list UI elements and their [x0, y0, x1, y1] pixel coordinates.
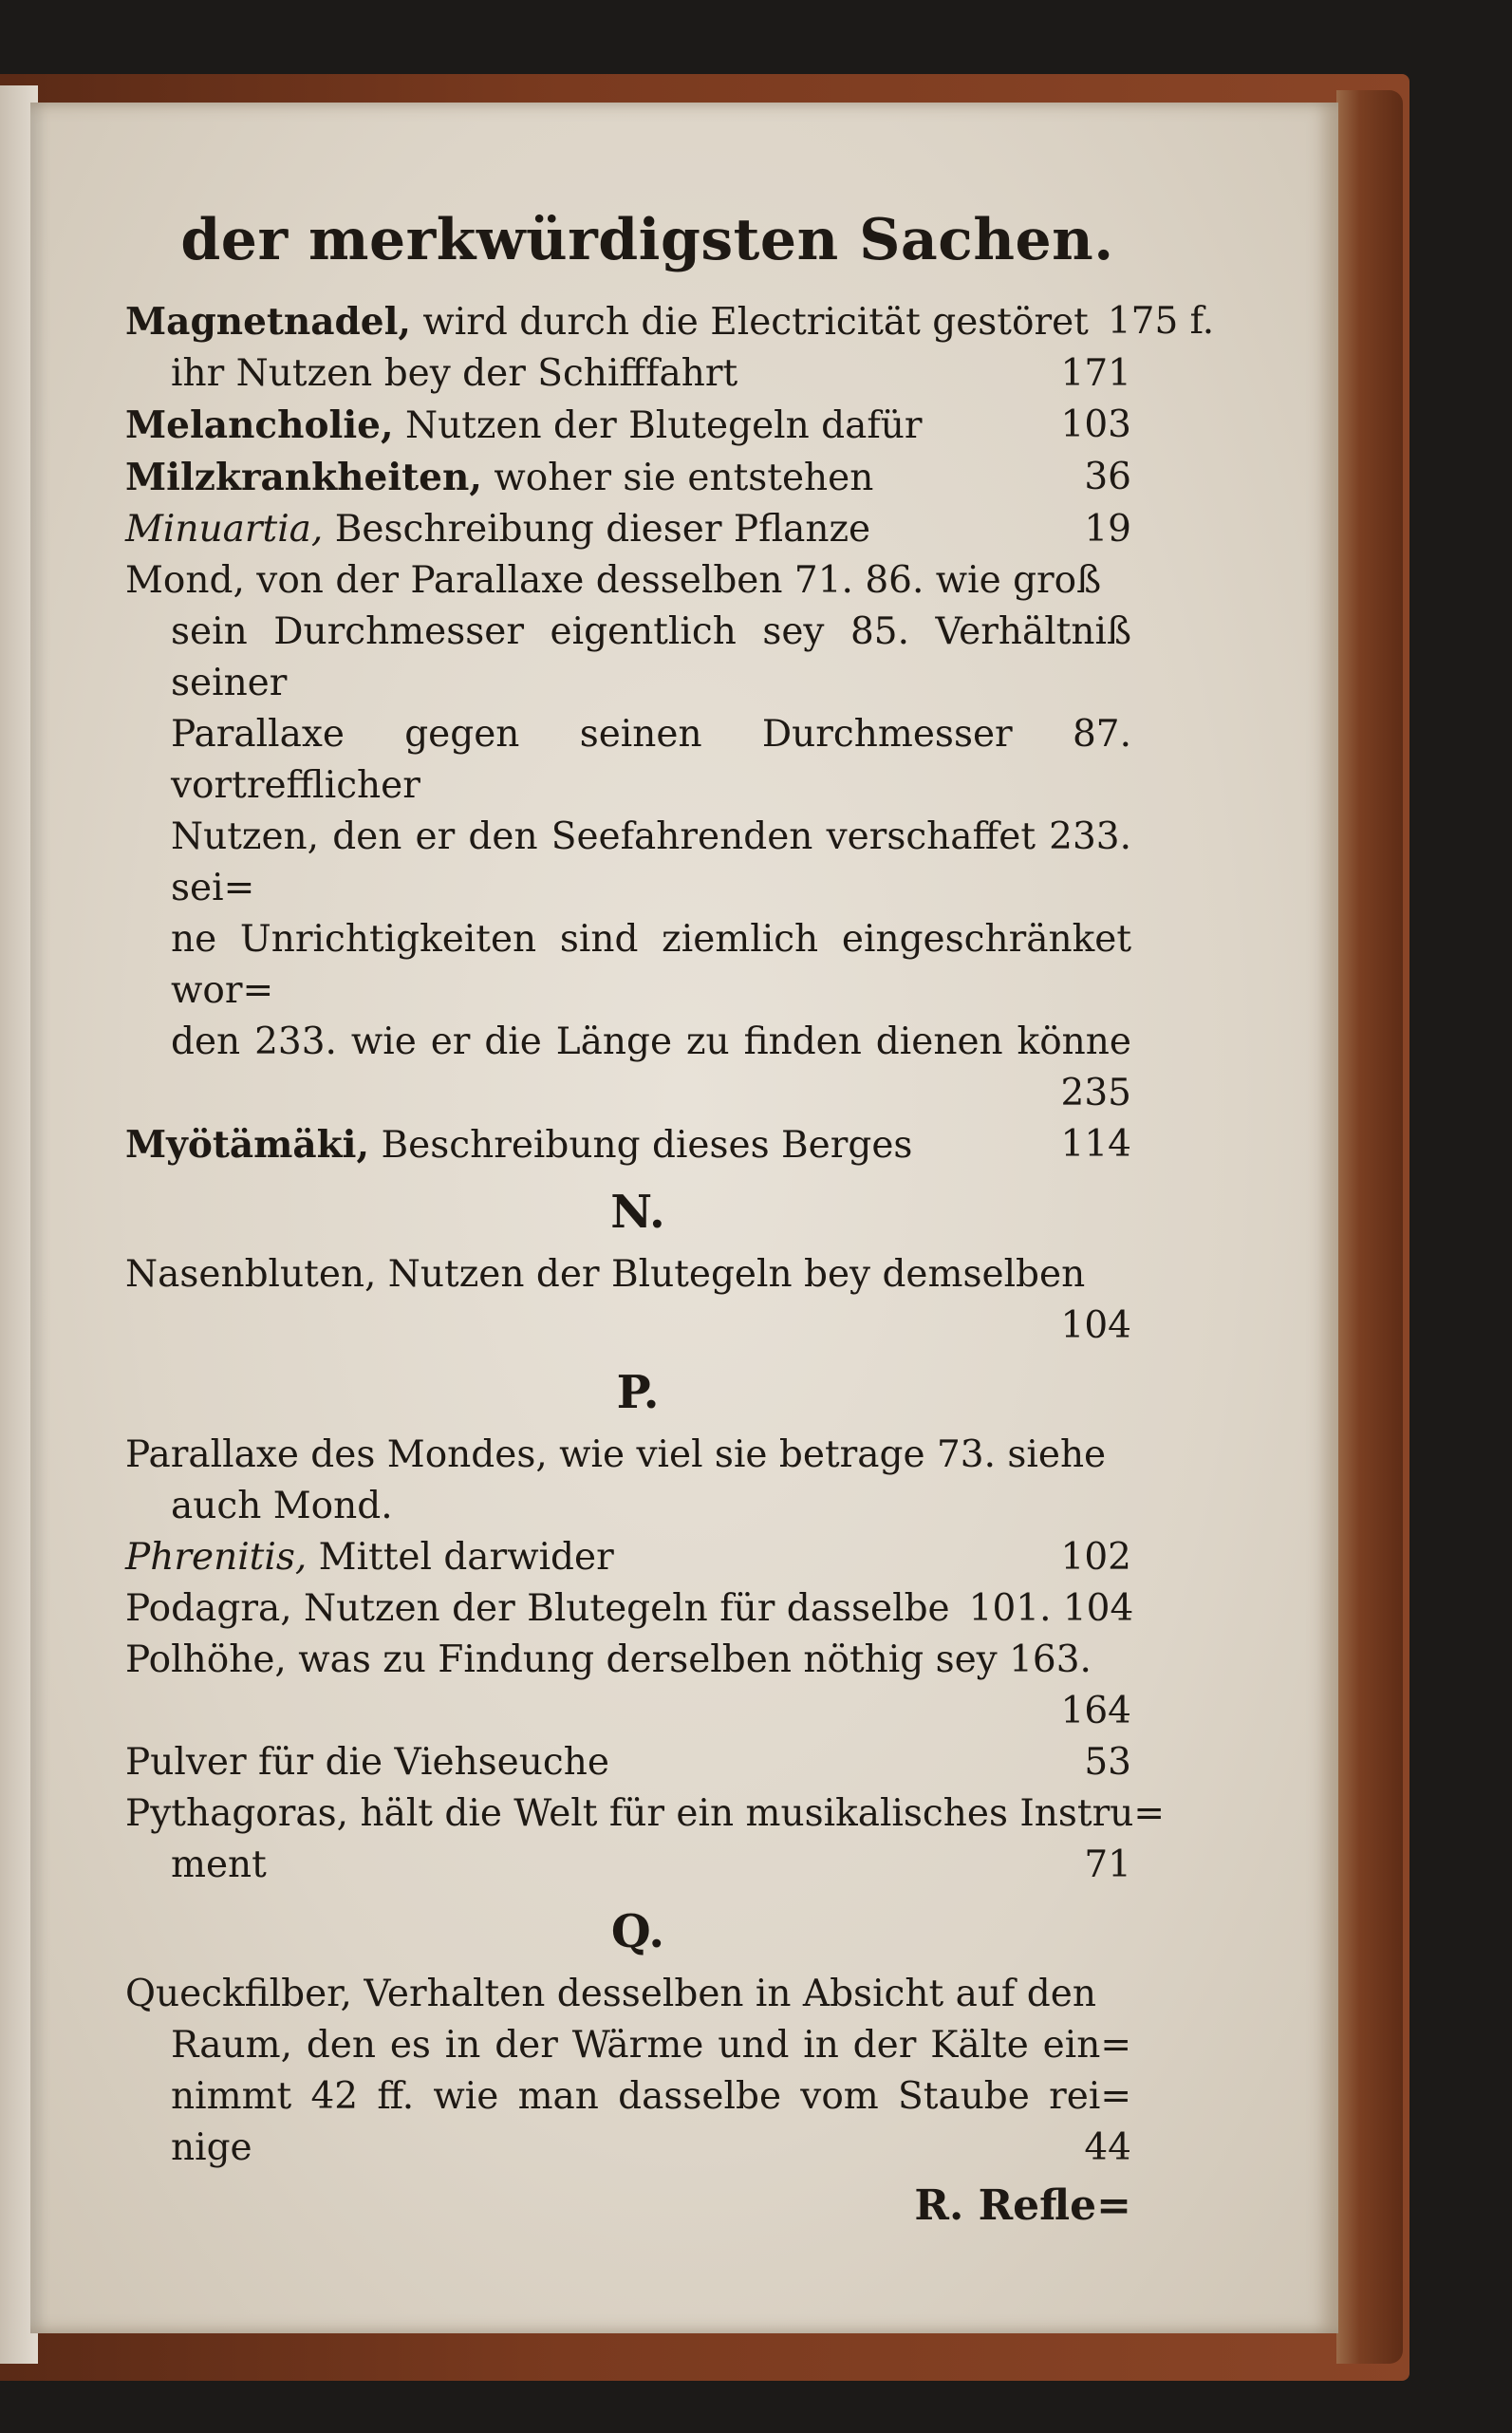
page-number: 101. 104: [968, 1587, 1134, 1630]
page-number: 19: [1084, 508, 1131, 551]
entry-head: Phrenitis,: [125, 1536, 308, 1579]
page-number: 114: [1060, 1123, 1131, 1166]
index-entry-podagra: [125, 1583, 1134, 1635]
entry-text: Beschreibung dieser Pflanze: [334, 508, 871, 551]
section-letter-p: P.: [616, 1366, 660, 1419]
entry-head: Minuartia,: [125, 508, 324, 551]
section-letter-q: Q.: [610, 1905, 665, 1958]
entry-head: Magnetnadel,: [125, 300, 411, 344]
entry-head: Melancholie,: [125, 403, 394, 447]
page-number: 164: [1060, 1690, 1131, 1732]
index-text: [125, 207, 1215, 2230]
page-number: 102: [1060, 1536, 1131, 1579]
section-letter-n: N.: [610, 1186, 665, 1239]
entry-line: nimmt 42 ff. wie man dasselbe vom Staube rei=: [171, 2075, 1131, 2118]
entry-text: Pulver für die Viehseuche: [125, 1741, 609, 1784]
page-number: 104: [1060, 1304, 1131, 1347]
entry-line: Nasenbluten, Nutzen der Blutegeln bey demselben: [125, 1253, 1086, 1296]
index-entry-minuartia: [125, 504, 1131, 555]
catchword: R. Refle=: [914, 2181, 1131, 2230]
index-entry-nasenbluten: [125, 1249, 1131, 1352]
index-entry-pulver: [125, 1737, 1131, 1788]
entry-head: Milzkrankheiten,: [125, 456, 482, 499]
entry-text: nige: [171, 2126, 252, 2169]
entry-head: Myötämäki,: [125, 1123, 370, 1167]
page-number: 53: [1084, 1741, 1131, 1784]
entry-line: auch Mond.: [171, 1485, 393, 1527]
entry-line: Queckfilber, Verhalten desselben in Absicht auf den: [125, 1973, 1096, 2015]
index-entry-melancholie: [125, 400, 1131, 452]
entry-text: woher sie entstehen: [494, 457, 874, 499]
entry-line: Nutzen, den er den Seefahrenden verschaffet 233. sei=: [171, 815, 1131, 909]
page-number: 44: [1084, 2126, 1131, 2169]
index-entry-quecksilber: [125, 1969, 1131, 2174]
entry-line: Polhöhe, was zu Findung derselben nöthig sey 163.: [125, 1638, 1092, 1681]
page-number: 36: [1084, 456, 1131, 498]
entry-text: ment: [171, 1843, 267, 1886]
entry-text: Mittel darwider: [318, 1536, 614, 1579]
index-entry-mond: [125, 555, 1131, 1119]
entry-line: Parallaxe gegen seinen Durchmesser 87. vortrefflicher: [171, 713, 1131, 807]
index-entry-magnetnadel: [125, 296, 1215, 400]
index-entry-milzkrankheiten: [125, 452, 1131, 504]
index-entry-polhoehe: [125, 1635, 1131, 1737]
page-number: 235: [1060, 1072, 1131, 1114]
entry-line: ne Unrichtigkeiten sind ziemlich eingeschränket wor=: [171, 918, 1131, 1012]
index-entry-pythagoras: [125, 1788, 1166, 1891]
entry-text: ihr Nutzen bey der Schifffahrt: [171, 352, 738, 395]
page-number: 171: [1060, 352, 1131, 395]
index-entry-phrenitis: [125, 1532, 1131, 1583]
book-fore-edge: [1336, 90, 1403, 2364]
entry-text: Podagra, Nutzen der Blutegeln für dasselbe: [125, 1587, 950, 1630]
page-number: 103: [1060, 403, 1131, 446]
index-entry-myotamaki: [125, 1119, 1131, 1171]
page-number: 175 f.: [1107, 300, 1215, 343]
entry-line: Mond, von der Parallaxe desselben 71. 86. wie groß: [125, 559, 1102, 602]
entry-line: Pythagoras, hält die Welt für ein musikalisches Instru=: [125, 1792, 1166, 1835]
running-header: der merkwürdigsten Sachen.: [180, 207, 1114, 273]
page-number: 71: [1084, 1843, 1131, 1886]
entry-line: Parallaxe des Mondes, wie viel sie betrage 73. siehe: [125, 1433, 1107, 1476]
entry-line: den 233. wie er die Länge zu finden dienen könne: [171, 1020, 1131, 1063]
entry-text: Beschreibung dieses Berges: [381, 1124, 913, 1167]
book-page: [30, 103, 1338, 2333]
entry-text: wird durch die Electricität gestöret: [422, 301, 1089, 344]
index-entry-parallaxe: [125, 1430, 1131, 1532]
entry-line: sein Durchmesser eigentlich sey 85. Verhältniß seiner: [171, 610, 1131, 704]
entry-text: Nutzen der Blutegeln dafür: [404, 404, 923, 447]
entry-line: Raum, den es in der Wärme und in der Kälte ein=: [171, 2024, 1131, 2067]
